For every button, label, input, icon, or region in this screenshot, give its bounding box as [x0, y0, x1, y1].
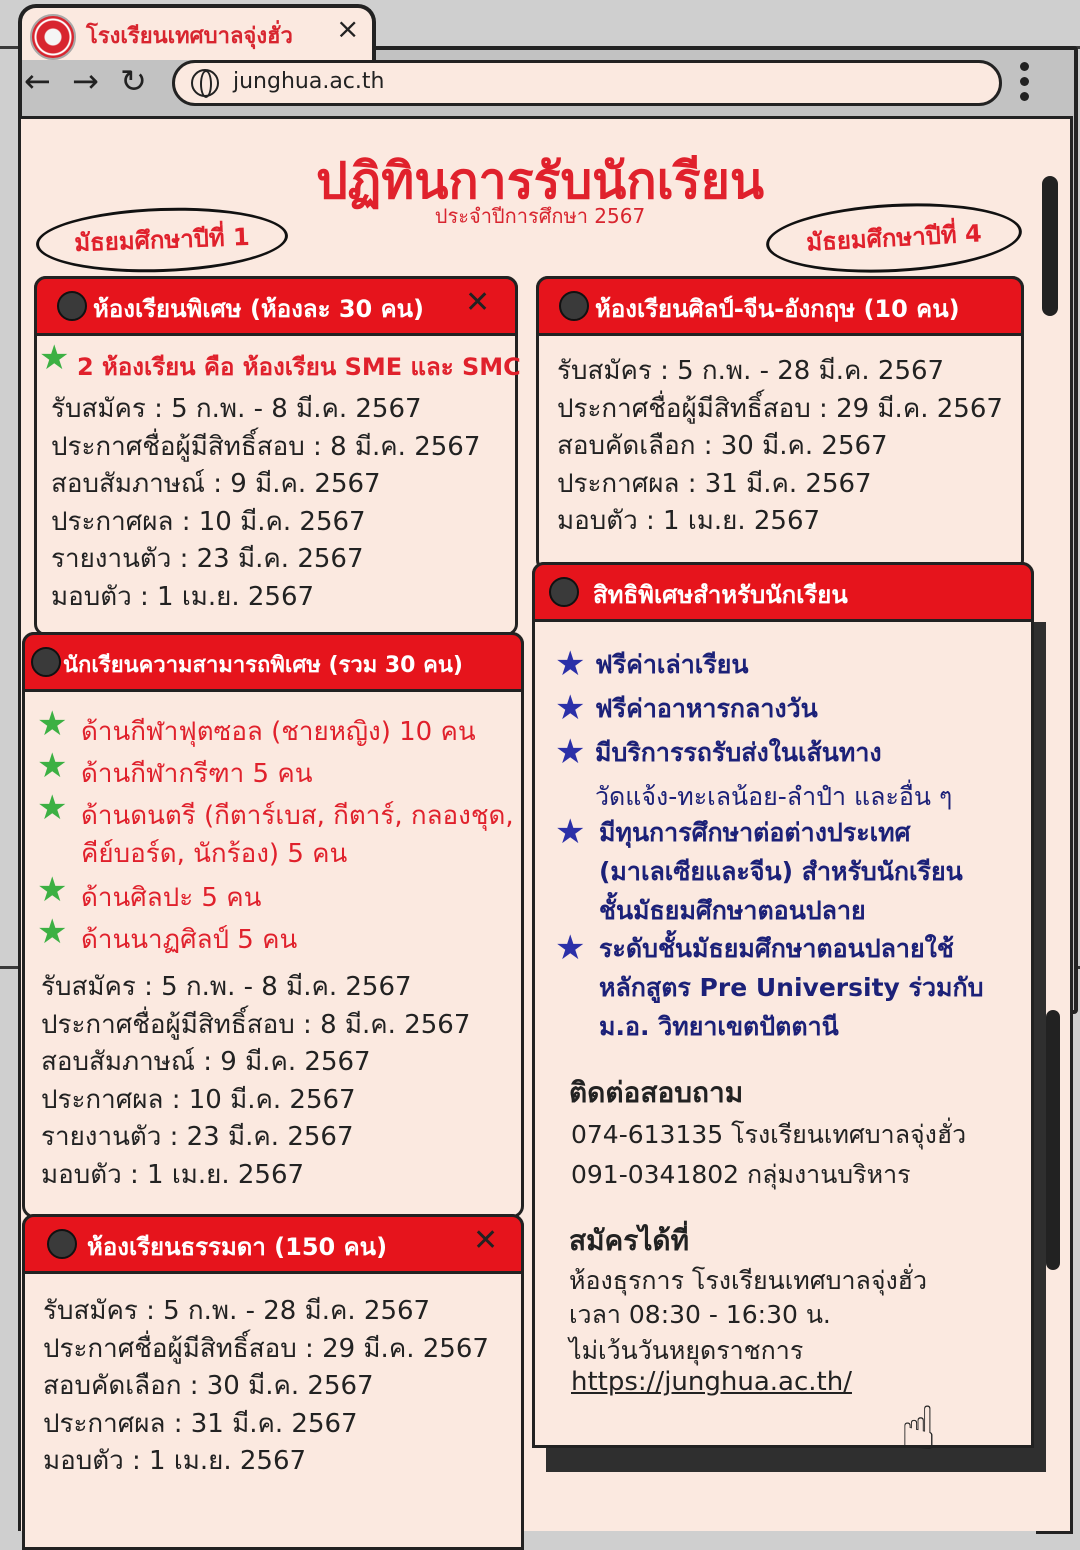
card-header [34, 276, 518, 336]
card-heading: ห้องเรียนธรรมดา (150 คน) [87, 1233, 388, 1261]
back-arrow-icon[interactable]: ← [24, 62, 51, 100]
menu-dots-icon[interactable] [1020, 62, 1030, 107]
hand-cursor-icon: ☝ [900, 1394, 937, 1464]
privilege-item: ฟรีค่าเล่าเรียน [595, 650, 749, 679]
star-icon: ★ [37, 870, 68, 910]
apply-note: ไม่เว้นวันหยุดราชการ [569, 1336, 804, 1365]
privilege-sub: วัดแจ้ง-ทะเลน้อย-ลำปำ และอื่น ๆ [595, 782, 953, 811]
arts-class-card [536, 276, 1024, 572]
tab-close-icon[interactable]: × [336, 12, 360, 45]
level-m1-badge: มัธยมศึกษาปีที่ 1 [35, 204, 289, 277]
regular-class-card [22, 1214, 524, 1550]
circle-icon [57, 291, 87, 321]
privilege-item: ฟรีค่าอาหารกลางวัน [595, 694, 818, 723]
close-icon[interactable]: ✕ [465, 285, 491, 320]
star-icon: ★ [37, 746, 68, 786]
card-heading: สิทธิพิเศษสำหรับนักเรียน [593, 581, 848, 609]
school-logo [30, 14, 76, 60]
contact-phone-1: 074-613135 โรงเรียนเทศบาลจุ่งฮั่ว [571, 1120, 967, 1149]
level-m4-badge: มัธยมศึกษาปีที่ 4 [764, 197, 1023, 278]
card-header [536, 276, 1024, 336]
card-heading: นักเรียนความสามารถพิเศษ (รวม 30 คน) [63, 653, 463, 678]
card-header [22, 1214, 524, 1274]
website-link[interactable]: https://junghua.ac.th/ [571, 1367, 852, 1397]
globe-icon [191, 69, 219, 97]
browser-tab[interactable] [18, 4, 376, 60]
schedule-list: รับสมัคร : 5 ก.พ. - 28 มี.ค. 2567 ประกาศชื่อผู้มีสิทธิ์สอบ : 29 มี.ค. 2567 สอบคัดเลือก : 30 มี.ค. 2567 ประกาศผล : 31 มี.ค. 2567 มอบตัว : 1 เม.ย. 2567 [557, 356, 1003, 536]
talent-item: คีย์บอร์ด, นักร้อง) 5 คน [81, 839, 348, 869]
schedule-list: รับสมัคร : 5 ก.พ. - 8 มี.ค. 2567 ประกาศชื่อผู้มีสิทธิ์สอบ : 8 มี.ค. 2567 สอบสัมภาษณ์ : 9 มี.ค. 2567 ประกาศผล : 10 มี.ค. 2567 รายงานตัว : 23 มี.ค. 2567 มอบตัว : 1 เม.ย. 2567 [51, 394, 481, 612]
star-icon: ★ [555, 732, 586, 772]
circle-icon [549, 577, 579, 607]
talent-item: ด้านดนตรี (กีตาร์เบส, กีตาร์, กลองชุด, [81, 801, 514, 831]
schedule-list: รับสมัคร : 5 ก.พ. - 8 มี.ค. 2567 ประกาศชื่อผู้มีสิทธิ์สอบ : 8 มี.ค. 2567 สอบสัมภาษณ์ : 9 มี.ค. 2567 ประกาศผล : 10 มี.ค. 2567 รายงานตัว : 23 มี.ค. 2567 มอบตัว : 1 เม.ย. 2567 [41, 972, 471, 1190]
privilege-item: ระดับชั้นมัธยมศึกษาตอนปลายใช้ หลักสูตร Pre University ร่วมกับ ม.อ. วิทยาเขตปัตตานี [599, 934, 984, 1041]
talent-item: ด้านนาฏศิลป์ 5 คน [81, 925, 298, 955]
circle-icon [31, 647, 61, 677]
talent-card [22, 632, 524, 1218]
star-icon: ★ [555, 688, 586, 728]
star-icon: ★ [555, 644, 586, 684]
apply-hours: เวลา 08:30 - 16:30 น. [569, 1300, 831, 1329]
url-text: junghua.ac.th [233, 69, 385, 94]
privileges-card [532, 562, 1034, 1448]
star-icon: ★ [37, 912, 68, 952]
circle-icon [47, 1229, 77, 1259]
tab-title: โรงเรียนเทศบาลจุ่งฮั่ว [86, 24, 293, 49]
privilege-item: มีทุนการศึกษาต่อต่างประเทศ (มาเลเซียและจีน) สำหรับนักเรียน ชั้นมัธยมศึกษาตอนปลาย [599, 818, 963, 925]
star-icon: ★ [555, 812, 586, 852]
star-icon: ★ [37, 788, 68, 828]
close-icon[interactable]: ✕ [473, 1223, 499, 1258]
page-subtitle: ประจำปีการศึกษา 2567 [434, 204, 646, 228]
scrollbar-thumb-secondary[interactable] [1046, 1010, 1060, 1270]
card-heading: ห้องเรียนศิลป์-จีน-อังกฤษ (10 คน) [595, 295, 960, 323]
talent-item: ด้านกีฬาฟุตซอล (ชายหญิง) 10 คน [81, 717, 476, 747]
card-header [532, 562, 1034, 622]
star-icon: ★ [555, 928, 586, 968]
apply-heading: สมัครได้ที่ [569, 1224, 690, 1257]
special-class-card [34, 276, 521, 636]
circle-icon [559, 291, 589, 321]
talent-item: ด้านศิลปะ 5 คน [81, 883, 262, 913]
reload-icon[interactable]: ↻ [120, 62, 147, 100]
forward-arrow-icon[interactable]: → [72, 62, 99, 100]
talent-item: ด้านกีฬากรีฑา 5 คน [81, 759, 313, 789]
page-title: ปฏิทินการรับนักเรียน [315, 152, 765, 210]
star-icon: ★ [37, 704, 68, 744]
class-note: 2 ห้องเรียน คือ ห้องเรียน SME และ SMC [77, 353, 521, 381]
card-header [22, 632, 524, 692]
navigation-bar [24, 60, 1068, 110]
star-icon: ★ [39, 338, 70, 378]
card-heading: ห้องเรียนพิเศษ (ห้องละ 30 คน) [93, 295, 425, 323]
apply-location: ห้องธุรการ โรงเรียนเทศบาลจุ่งฮั่ว [569, 1266, 927, 1295]
privilege-item: มีบริการรถรับส่งในเส้นทาง [595, 738, 882, 767]
contact-phone-2: 091-0341802 กลุ่มงานบริหาร [571, 1160, 911, 1189]
address-bar[interactable] [172, 60, 1002, 106]
contact-heading: ติดต่อสอบถาม [569, 1076, 744, 1109]
schedule-list: รับสมัคร : 5 ก.พ. - 28 มี.ค. 2567 ประกาศชื่อผู้มีสิทธิ์สอบ : 29 มี.ค. 2567 สอบคัดเลือก : 30 มี.ค. 2567 ประกาศผล : 31 มี.ค. 2567 มอบตัว : 1 เม.ย. 2567 [43, 1296, 489, 1476]
